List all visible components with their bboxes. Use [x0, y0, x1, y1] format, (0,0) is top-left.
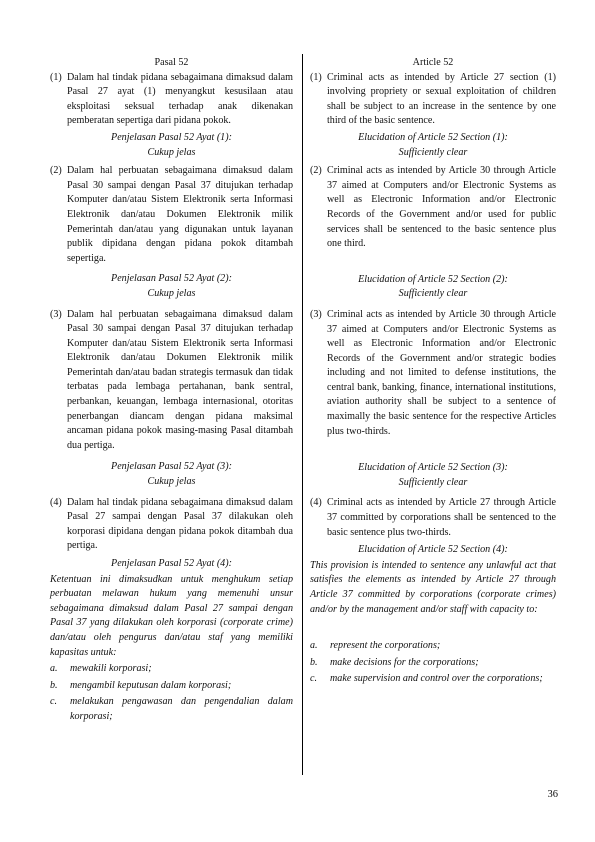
section-number: (2): [310, 165, 322, 177]
sub-item-text: make decisions for the corporations;: [330, 656, 479, 668]
english-column: [310, 56, 556, 687]
elucidation-status: Cukup jelas: [147, 476, 196, 488]
elucidation-heading: Penjelasan Pasal 52 Ayat (4):: [111, 558, 232, 569]
section-3: [50, 308, 293, 454]
elucidation-status: Cukup jelas: [147, 287, 196, 299]
sub-item-text: mewakili korporasi;: [70, 663, 152, 675]
sub-item-a: [310, 639, 556, 654]
elucidation-1: [310, 131, 556, 160]
sub-item-letter: a.: [310, 640, 318, 652]
elucidation-heading: Elucidation of Article 52 Section (4):: [358, 544, 508, 556]
elucidation-status: Sufficiently clear: [398, 146, 468, 158]
column-divider: [302, 54, 303, 775]
indonesian-column: [50, 56, 293, 725]
sub-item-letter: c.: [50, 696, 58, 708]
sub-item-letter: b.: [310, 656, 318, 668]
sub-item-letter: a.: [50, 663, 58, 675]
section-text: Criminal acts as intended by Article 27 through Article 37 committed by corporations shall be sentenced to the basic sentence plus two-thirds.: [327, 497, 556, 538]
sub-item-c: [50, 695, 293, 724]
section-text: Dalam hal tindak pidana sebagaimana dimaksud dalam Pasal 27 ayat (1) menyangkut kesusilaan atau eksploitasi seksual terhadap anak dikenakan pemberatan sepertiga dari pidana pokok.: [67, 71, 293, 127]
elucidation-3: [50, 460, 293, 489]
article-title: Pasal 52: [154, 57, 189, 68]
section-number: (4): [310, 497, 322, 509]
elucidation-detail: This provision is intended to sentence any unlawful act that satisfies the elements as intended by Article 27 through Article 37 committed by corporations (corporate crimes) and/or by the management and/or staff with capacity to:: [310, 559, 556, 615]
elucidation-2: [50, 272, 293, 301]
elucidation-heading: Penjelasan Pasal 52 Ayat (2):: [111, 273, 232, 285]
sub-item-text: mengambil keputusan dalam korporasi;: [70, 679, 232, 691]
section-number: (1): [50, 71, 62, 83]
elucidation-4: [310, 543, 556, 558]
sub-item-letter: b.: [50, 679, 58, 691]
article-title: Article 52: [412, 57, 454, 68]
sub-item-b: [310, 656, 556, 671]
section-number: (3): [310, 308, 322, 320]
sub-item-c: [310, 672, 556, 687]
elucidation-heading: Elucidation of Article 52 Section (1):: [358, 131, 508, 143]
section-text: Criminal acts as intended by Article 30 through Article 37 aimed at Computers and/or Electronic Systems as well as Electronic Information and/or Electronic Records of the Government and/or strategic bodies including and not limited to defense institutions, the central bank, banking, finance, international institutions, aviation authority shall be subject to a sentence of maximally the basic sentence for the respective Articles plus two-thirds.: [327, 308, 556, 437]
sub-item-text: make supervision and control over the corporations;: [330, 673, 543, 685]
section-text: Criminal acts as intended by Article 30 through Article 37 aimed at Computers and/or Electronic Systems as well as Electronic Information and/or Electronic Records of the Government and/or used for public services shall be sentenced to the basic sentence plus one third.: [327, 165, 556, 250]
section-text: Dalam hal perbuatan sebagaimana dimaksud dalam Pasal 30 sampai dengan Pasal 37 ditujukan terhadap Komputer dan/atau Sistem Elektronik serta Informasi Elektronik dan/atau Dokumen Elektronik milik Pemerintah dan/atau badan strategis termasuk dan tidak terbatas pada lembaga pertahanan, bank sentral, perbankan, keuangan, lembaga internasional, otoritas penerbangan diancam dengan pidana maksimal ancaman pidana pokok masing-masing Pasal ditambah dua pertiga.: [67, 308, 293, 451]
elucidation-status: Sufficiently clear: [398, 476, 468, 488]
section-4: [310, 496, 556, 540]
section-text: Criminal acts as intended by Article 27 section (1) involving propriety or sexual exploitation of children shall be subject to an increase in the sentence by one third of the basic sentence.: [327, 71, 556, 127]
section-number: (2): [50, 165, 62, 177]
elucidation-heading: Penjelasan Pasal 52 Ayat (3):: [111, 461, 232, 473]
elucidation-3: [310, 461, 556, 490]
elucidation-1: [50, 131, 293, 160]
elucidation-4: [50, 557, 293, 572]
section-number: (4): [50, 496, 62, 508]
elucidation-heading: Elucidation of Article 52 Section (3):: [358, 462, 508, 474]
elucidation-heading: Elucidation of Article 52 Section (2):: [358, 273, 508, 285]
section-2: [310, 164, 556, 252]
section-2: [50, 164, 293, 266]
section-number: (1): [310, 71, 322, 83]
section-text: Dalam hal perbuatan sebagaimana dimaksud dalam Pasal 30 sampai dengan Pasal 37 ditujukan terhadap Komputer dan/atau Sistem Elektronik serta Informasi Elektronik dan/atau Dokumen Elektronik milik Pemerintah dan/atau yang digunakan untuk layanan publik dipidana dengan pidana pokok ditambah sepertiga.: [67, 165, 293, 264]
elucidation-detail: Ketentuan ini dimaksudkan untuk menghukum setiap perbuatan melawan hukum yang memenuhi unsur sebagaimana dimaksud dalam Pasal 27 sampai dengan Pasal 37 yang dilakukan oleh korporasi (corporate crime) dan/atau oleh pengurus dan/atau staf yang memiliki kapasitas untuk:: [50, 573, 293, 658]
elucidation-status: Cukup jelas: [147, 146, 196, 158]
page-number: 36: [547, 789, 558, 800]
elucidation-heading: Penjelasan Pasal 52 Ayat (1):: [111, 131, 232, 143]
elucidation-2: [310, 273, 556, 302]
sub-item-a: [50, 662, 293, 677]
sub-item-text: represent the corporations;: [330, 640, 441, 652]
section-number: (3): [50, 308, 62, 320]
section-4: [50, 496, 293, 554]
section-1: [310, 71, 556, 129]
sub-item-letter: c.: [310, 673, 318, 685]
sub-item-text: melakukan pengawasan dan pengendalian dalam korporasi;: [70, 696, 293, 722]
section-1: [50, 71, 293, 129]
section-text: Dalam hal tindak pidana sebagaimana dimaksud dalam Pasal 27 sampai dengan Pasal 37 dilakukan oleh korporasi dipidana dengan pidana pokok ditambah dua pertiga.: [67, 496, 293, 552]
sub-item-b: [50, 679, 293, 694]
elucidation-status: Sufficiently clear: [398, 288, 468, 300]
section-3: [310, 308, 556, 439]
